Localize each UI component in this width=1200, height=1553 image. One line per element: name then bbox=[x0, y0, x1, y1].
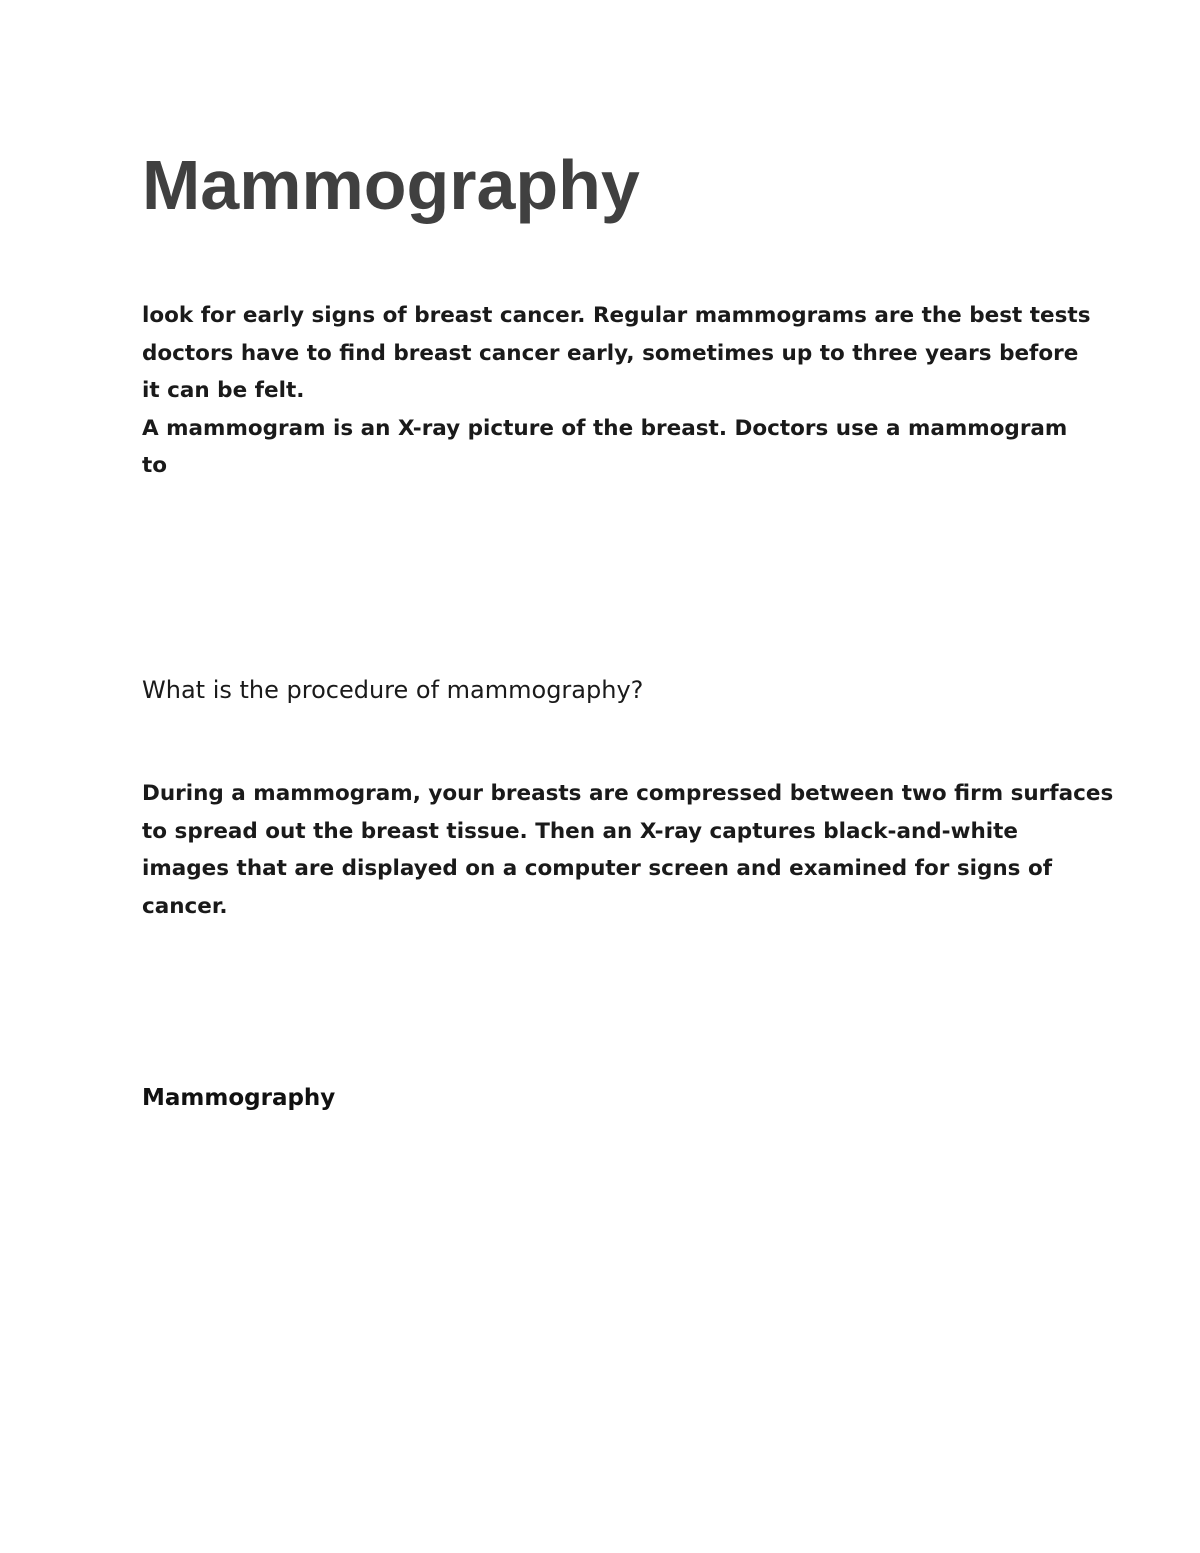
procedure-line: images that are displayed on a computer screen and examined for signs of bbox=[142, 856, 1053, 881]
closing-label: Mammography bbox=[142, 1085, 336, 1111]
section-heading: What is the procedure of mammography? bbox=[142, 676, 644, 704]
page-title: Mammography bbox=[142, 146, 640, 224]
intro-line: to bbox=[142, 453, 168, 478]
procedure-paragraph bbox=[142, 775, 1114, 925]
procedure-line: During a mammogram, your breasts are compressed between two firm surfaces bbox=[142, 781, 1114, 806]
procedure-line: to spread out the breast tissue. Then an X-ray captures black-and-white bbox=[142, 818, 1018, 844]
intro-paragraph bbox=[142, 297, 1091, 485]
intro-line: doctors have to find breast cancer early, sometimes up to three years before bbox=[142, 340, 1079, 366]
intro-line: look for early signs of breast cancer. Regular mammograms are the best tests bbox=[142, 303, 1091, 328]
intro-line: A mammogram is an X-ray picture of the breast. Doctors use a mammogram bbox=[142, 415, 1068, 441]
intro-line: it can be felt. bbox=[142, 378, 305, 403]
procedure-line: cancer. bbox=[142, 893, 228, 919]
